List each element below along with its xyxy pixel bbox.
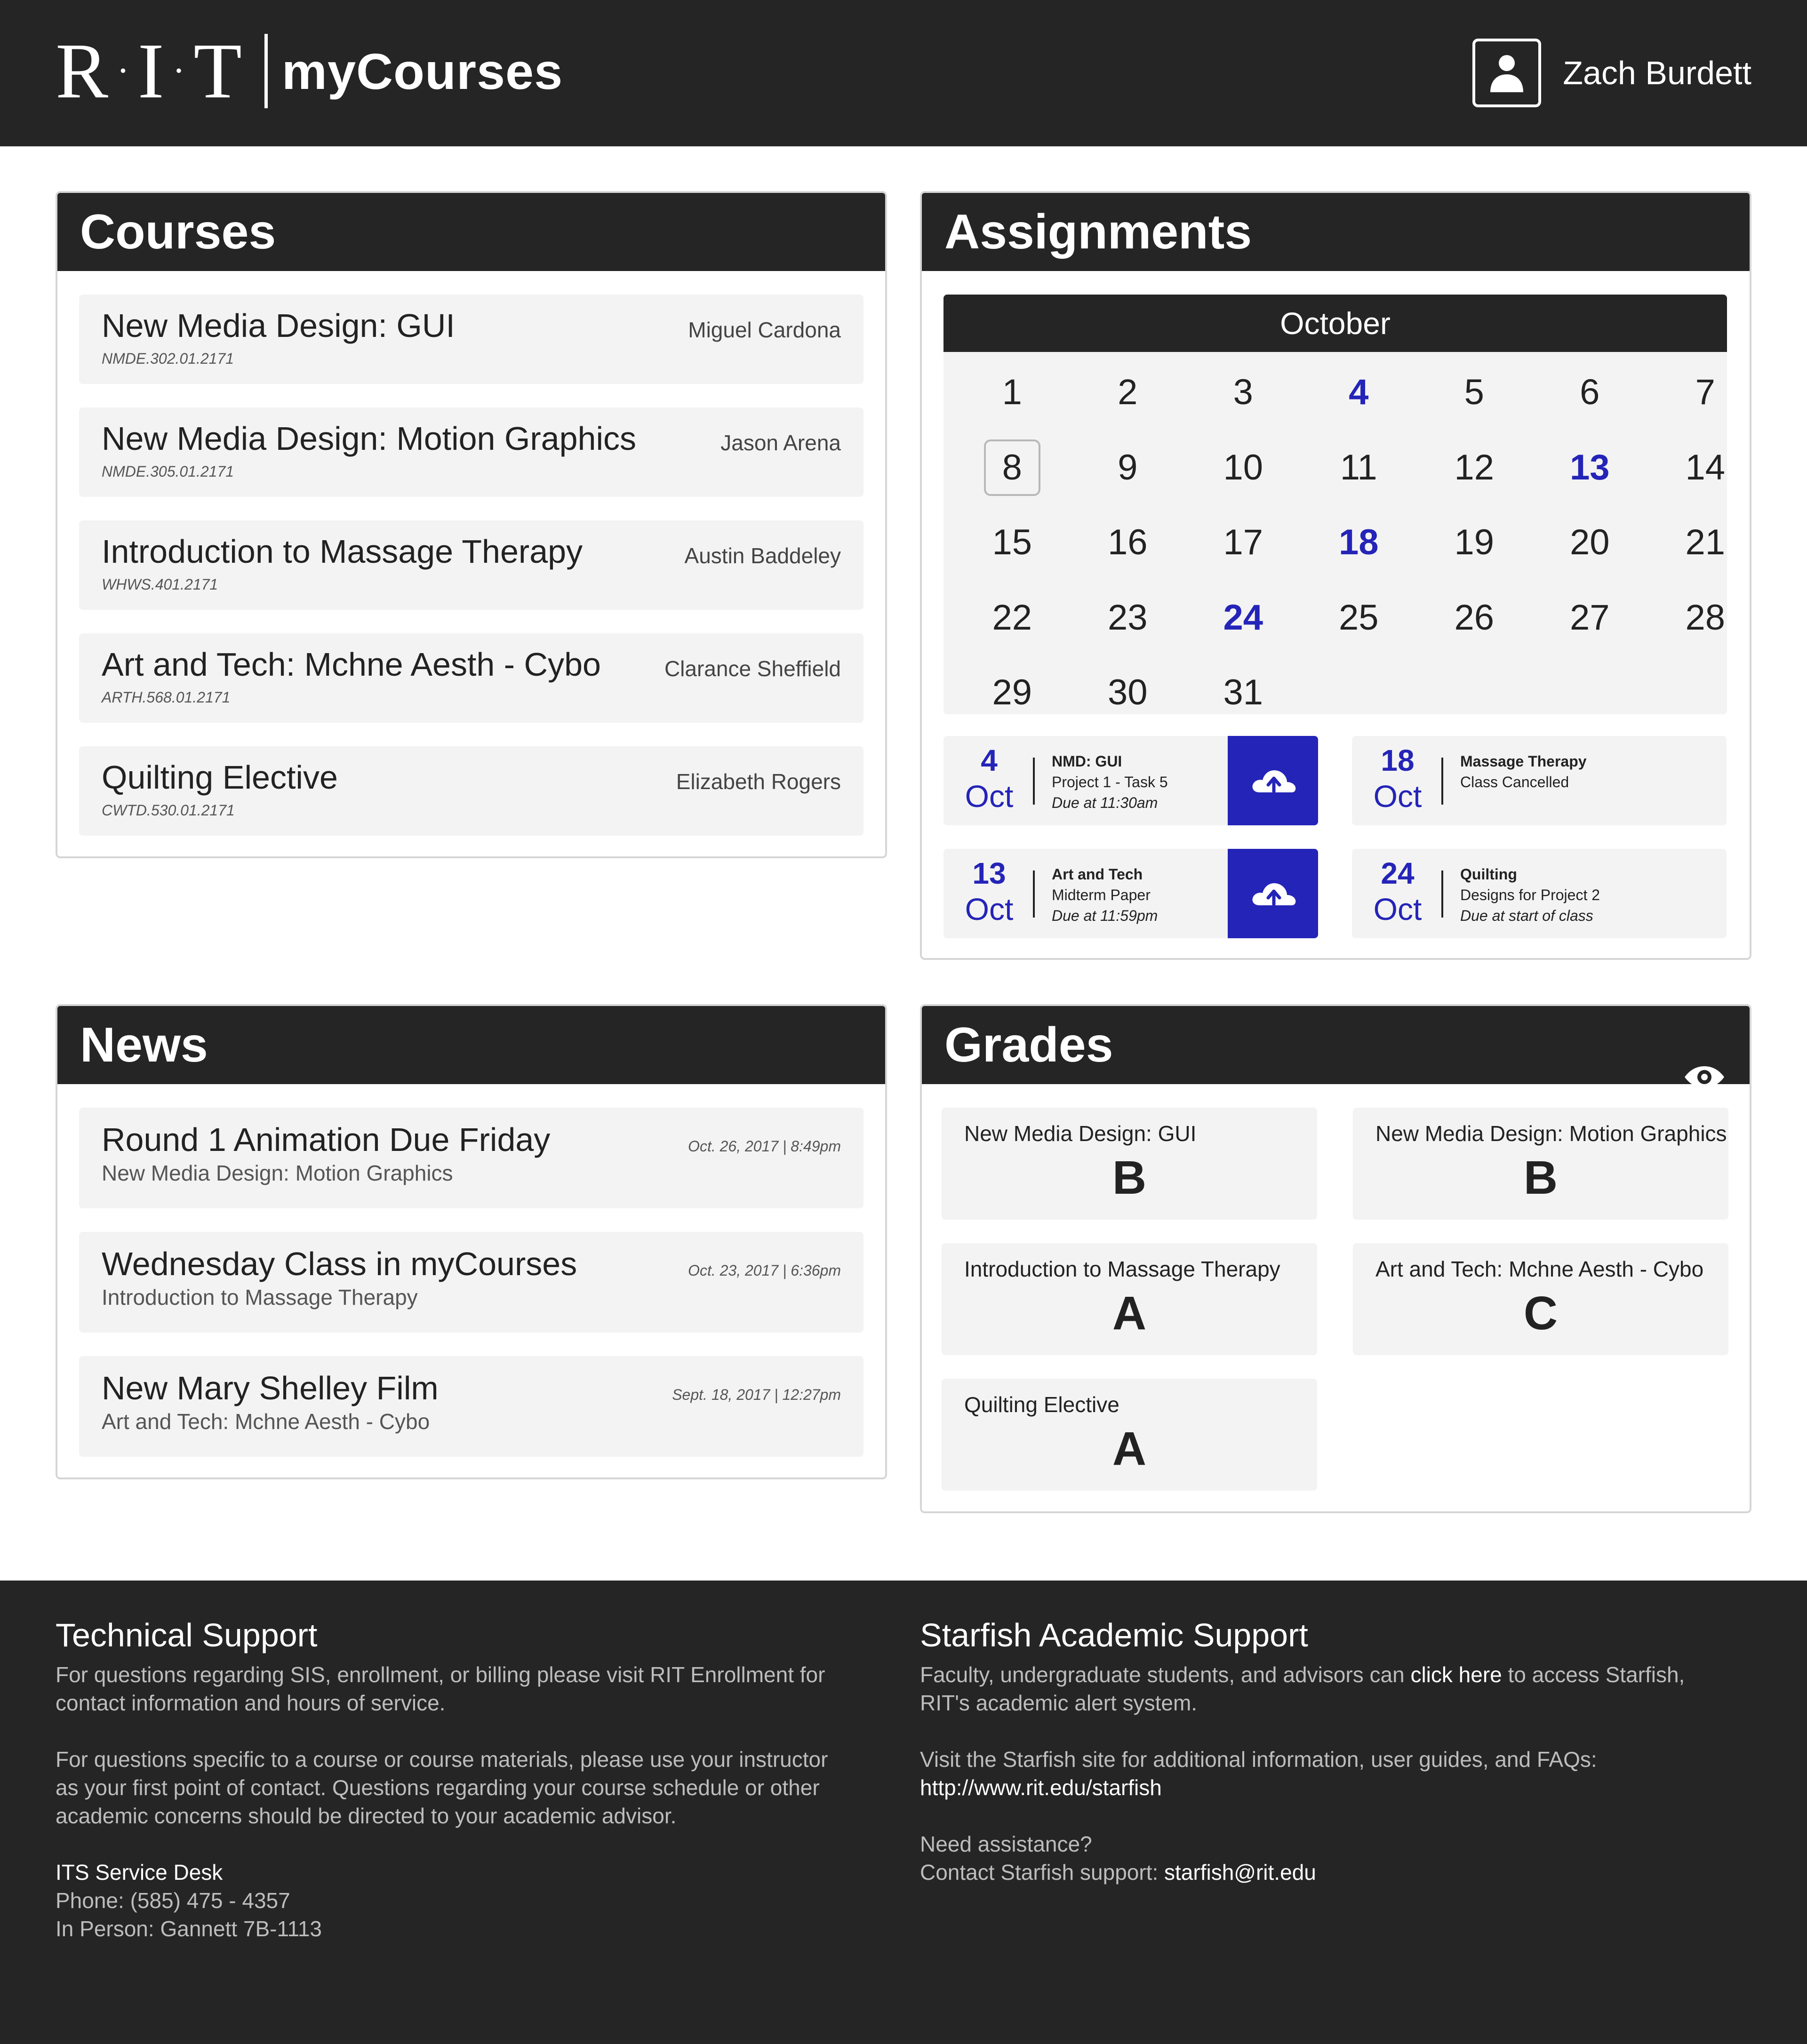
user-name[interactable]: Zach Burdett [1563,55,1751,91]
technical-support [56,1616,856,1971]
divider [1033,758,1035,805]
course-instructor: Miguel Cardona [688,318,841,342]
calendar-day[interactable]: 14 [1685,447,1726,487]
calendar-day[interactable]: 6 [1580,372,1600,412]
grade-card[interactable] [1353,1243,1728,1355]
calendar-day[interactable]: 16 [1107,522,1148,562]
calendar-day[interactable]: 15 [992,522,1032,562]
calendar-day[interactable]: 31 [1223,672,1263,712]
calendar-day[interactable]: 22 [992,597,1032,638]
assignment-card[interactable] [943,849,1318,938]
news-item[interactable] [79,1356,864,1457]
news-item[interactable] [79,1108,864,1208]
grade-card[interactable] [1353,1108,1728,1220]
news-item[interactable] [79,1232,864,1333]
grade-letter: B [1112,1151,1147,1204]
calendar-day[interactable]: 25 [1338,597,1379,638]
user-icon[interactable] [1472,39,1541,107]
course-code: NMDE.305.01.2171 [102,463,234,480]
eye-icon[interactable] [1683,1033,1726,1111]
grade-course: New Media Design: GUI [964,1121,1197,1146]
rit-logo: R ·I ·T [56,27,246,115]
grade-letter: A [1112,1287,1147,1340]
calendar-day[interactable]: 17 [1223,522,1263,562]
news-headline: Round 1 Animation Due Friday [102,1121,551,1158]
assignment-card[interactable] [1352,849,1727,938]
technical-support-title: Technical Support [56,1617,318,1653]
calendar-day[interactable]: 24 [1223,597,1263,638]
service-desk-phone: Phone: (585) 475 - 4357 [56,1888,290,1913]
assignment-card[interactable] [1352,736,1727,825]
news-course: New Media Design: Motion Graphics [102,1161,453,1185]
calendar-day[interactable]: 9 [1118,447,1138,487]
rit-mycourses-logo[interactable] [56,27,563,115]
courses-panel [56,191,887,858]
course-code: CWTD.530.01.2171 [102,802,235,819]
tech-paragraph-2: For questions specific to a course or course materials, please use your instructor as your first point of contact. Questions regarding your course schedule or other academic concerns should be directed to your academic advisor. [56,1747,828,1828]
calendar [943,295,1727,714]
calendar-month: October [943,295,1727,352]
service-desk-location: In Person: Gannett 7B-1113 [56,1916,322,1941]
grade-letter: B [1523,1151,1558,1204]
footer [0,1581,1807,2044]
grade-card[interactable] [942,1243,1317,1355]
assignment-due: Due at start of class [1460,907,1593,924]
grade-card[interactable] [942,1379,1317,1491]
calendar-day[interactable]: 8 [984,439,1040,496]
app-name: myCourses [281,42,563,100]
course-name: Introduction to Massage Therapy [102,533,583,570]
news-date: Oct. 23, 2017 | 6:36pm [688,1262,841,1279]
news-course: Introduction to Massage Therapy [102,1285,418,1309]
starfish-support [920,1616,1720,1915]
service-desk-title: ITS Service Desk [56,1860,223,1884]
calendar-day[interactable]: 23 [1107,597,1148,638]
tech-paragraph-1: For questions regarding SIS, enrollment, or billing please visit RIT Enrollment for contact information and hours of service. [56,1662,825,1715]
news-headline: New Mary Shelley Film [102,1370,439,1406]
assignment-info [1052,751,1168,813]
assignment-course: Quilting [1460,866,1517,883]
grade-course: Quilting Elective [964,1392,1119,1417]
calendar-day[interactable]: 5 [1464,372,1484,412]
course-code: NMDE.302.01.2171 [102,350,234,367]
starfish-click-here-link[interactable]: click here [1410,1662,1502,1687]
calendar-day[interactable]: 28 [1685,597,1726,638]
grade-course: Art and Tech: Mchne Aesth - Cybo [1375,1257,1704,1281]
course-name: Quilting Elective [102,759,338,796]
course-name: Art and Tech: Mchne Aesth - Cybo [102,646,601,683]
logo-divider [264,34,268,108]
news-date: Oct. 26, 2017 | 8:49pm [688,1138,841,1155]
assignment-desc: Midterm Paper [1052,886,1151,903]
calendar-day[interactable]: 27 [1569,597,1610,638]
course-card[interactable] [79,295,864,384]
assignment-info [1052,864,1158,926]
calendar-day[interactable]: 21 [1685,522,1726,562]
service-desk-info [56,1858,856,1943]
grade-course: New Media Design: Motion Graphics [1375,1121,1727,1146]
course-card[interactable] [79,633,864,723]
grades-header [922,1006,1750,1084]
assignment-date: 24 Oct [1373,856,1422,926]
course-instructor: Jason Arena [720,431,841,455]
calendar-day[interactable]: 13 [1569,447,1610,487]
assignment-desc: Class Cancelled [1460,774,1569,790]
calendar-day[interactable]: 29 [992,672,1032,712]
starfish-paragraph-2: Visit the Starfish site for additional information, user guides, and FAQs: http://www.rit.edu/starfish [920,1745,1720,1802]
assignments-panel [920,191,1751,960]
assignment-course: Massage Therapy [1460,753,1587,770]
assignment-course: Art and Tech [1052,866,1143,883]
course-card[interactable] [79,746,864,836]
divider [1033,870,1035,918]
assignment-desc: Project 1 - Task 5 [1052,774,1168,790]
top-header [0,0,1807,146]
news-date: Sept. 18, 2017 | 12:27pm [672,1386,841,1403]
course-instructor: Austin Baddeley [684,543,841,568]
grade-letter: C [1523,1287,1558,1340]
starfish-title: Starfish Academic Support [920,1617,1308,1653]
assignment-date: 4 Oct [965,743,1014,814]
course-name: New Media Design: Motion Graphics [102,420,637,457]
assignment-course: NMD: GUI [1052,753,1122,770]
assignment-card[interactable] [943,736,1318,825]
divider [1441,870,1443,918]
grades-title: Grades [944,1018,1113,1072]
grade-course: Introduction to Massage Therapy [964,1257,1280,1281]
assignment-due: Due at 11:30am [1052,794,1158,811]
assignments-title: Assignments [922,193,1750,271]
assignment-info [1460,864,1600,926]
course-name: New Media Design: GUI [102,307,455,344]
grade-card[interactable] [942,1108,1317,1220]
upload-cloud-icon[interactable] [1228,736,1318,825]
grade-letter: A [1112,1422,1147,1475]
assignment-desc: Designs for Project 2 [1460,886,1600,903]
assignment-info [1460,751,1587,792]
assignment-due: Due at 11:59pm [1052,907,1158,924]
calendar-day[interactable]: 30 [1107,672,1148,712]
calendar-day[interactable]: 20 [1569,522,1610,562]
news-panel [56,1004,887,1479]
calendar-day[interactable]: 4 [1349,372,1369,412]
course-code: WHWS.401.2171 [102,576,218,593]
calendar-day[interactable]: 10 [1223,447,1263,487]
upload-cloud-icon[interactable] [1228,849,1318,938]
calendar-day[interactable]: 7 [1695,372,1715,412]
news-title: News [57,1006,885,1084]
starfish-site-link[interactable]: http://www.rit.edu/starfish [920,1775,1162,1800]
user-menu[interactable] [1472,39,1751,107]
news-headline: Wednesday Class in myCourses [102,1246,577,1282]
courses-title: Courses [57,193,885,271]
calendar-day[interactable]: 1 [1002,372,1022,412]
calendar-day[interactable]: 18 [1338,522,1379,562]
calendar-day[interactable]: 26 [1454,597,1495,638]
calendar-day[interactable]: 11 [1340,447,1377,487]
assignment-date: 18 Oct [1373,743,1422,814]
course-code: ARTH.568.01.2171 [102,689,231,706]
news-course: Art and Tech: Mchne Aesth - Cybo [102,1409,430,1434]
calendar-day[interactable]: 12 [1454,447,1495,487]
starfish-email-link[interactable]: starfish@rit.edu [1164,1860,1316,1884]
calendar-day[interactable]: 19 [1454,522,1495,562]
course-instructor: Elizabeth Rogers [676,769,841,794]
assignment-date: 13 Oct [965,856,1014,926]
course-card[interactable] [79,407,864,497]
starfish-paragraph-1: Faculty, undergraduate students, and advisors can click here to access Starfish, RIT's academic alert system. [920,1662,1685,1715]
starfish-paragraph-3: Need assistance? Contact Starfish support: starfish@rit.edu [920,1832,1316,1884]
course-instructor: Clarance Sheffield [664,656,841,681]
calendar-day[interactable]: 2 [1118,372,1138,412]
calendar-day[interactable]: 3 [1233,372,1253,412]
course-card[interactable] [79,520,864,610]
divider [1441,758,1443,805]
grades-panel [920,1004,1751,1513]
